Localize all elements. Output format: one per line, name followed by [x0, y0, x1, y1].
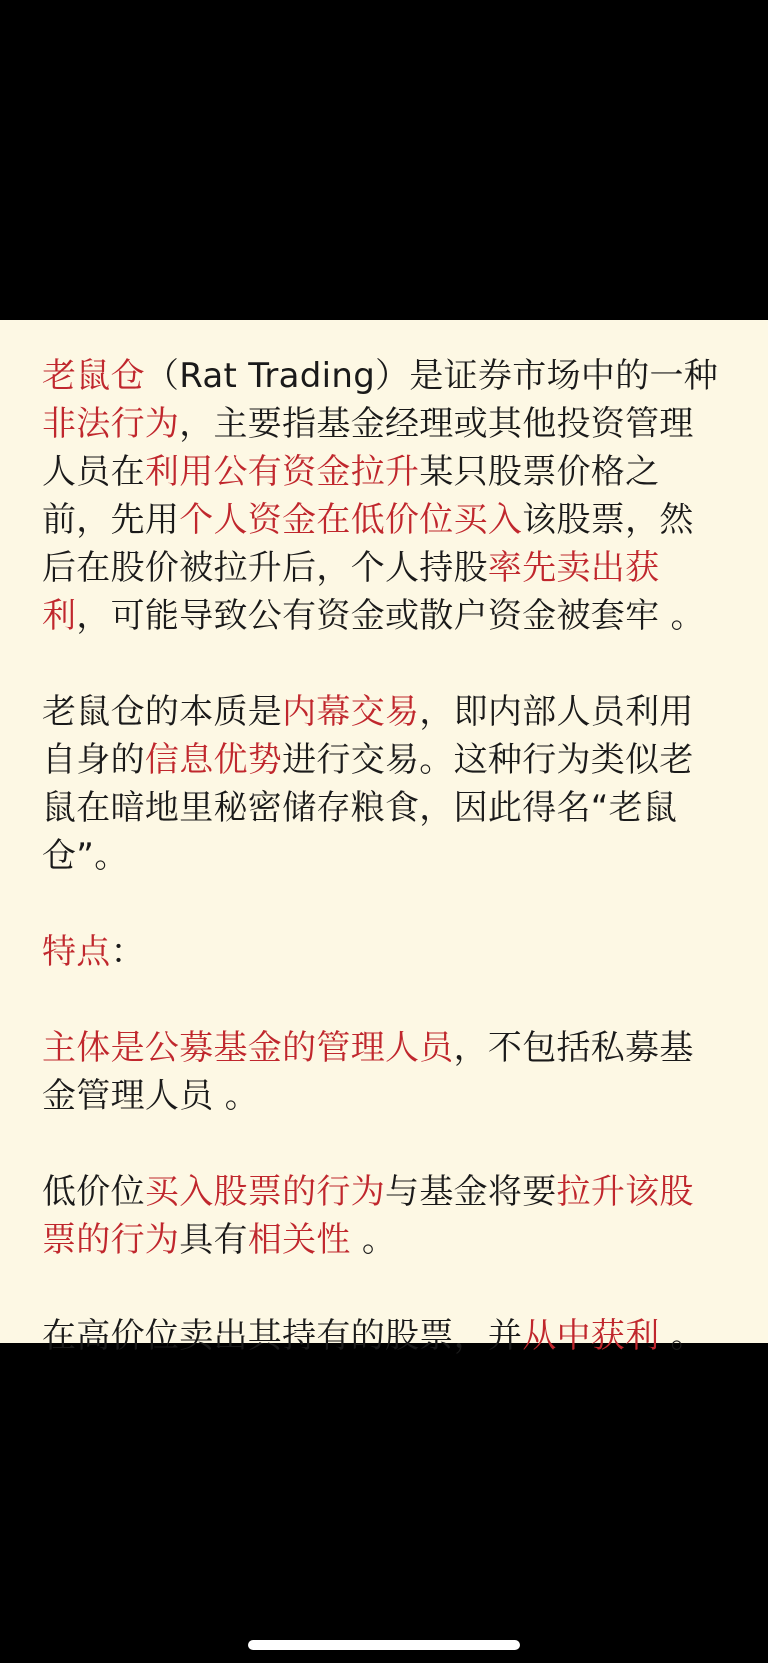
highlight-term: 率先卖出获利: [42, 548, 660, 636]
article-card: [0, 320, 768, 1356]
text-segment: ，主要指基金经理或其他投资管理人员在: [42, 404, 694, 492]
text-segment: 低价位: [42, 1172, 145, 1212]
text-segment: ，即内部人员利用自身的: [42, 692, 694, 780]
paragraph-essence: [42, 688, 726, 880]
text-segment: 老鼠仓的本质是: [42, 692, 283, 732]
text-segment: （Rat Trading）是证券市场中的一种: [144, 356, 719, 396]
home-indicator[interactable]: [248, 1640, 520, 1650]
highlight-term: 买入股票的行为: [144, 1172, 386, 1212]
highlight-term: 拉升该股票的行为: [42, 1172, 694, 1260]
text-segment: 进行交易。这种行为类似老鼠在暗地里秘密储存粮食，因此得名“老鼠仓”。: [42, 740, 694, 876]
highlight-term: 个人资金在低价位买入: [179, 500, 523, 540]
highlight-term: 特点: [42, 932, 111, 972]
text-segment: 在高价位卖出其持有的股票，并: [42, 1316, 523, 1356]
paragraph-definition: [42, 352, 726, 640]
highlight-term: 非法行为: [42, 404, 180, 444]
highlight-term: 从中获利: [522, 1316, 660, 1356]
highlight-term: 老鼠仓: [42, 356, 145, 396]
highlight-term: 相关性: [247, 1220, 351, 1260]
text-segment: 某只股票价格之前，先用: [42, 452, 660, 540]
text-segment: 具有: [179, 1220, 248, 1260]
text-segment: 。: [659, 1316, 705, 1356]
text-segment: 。: [350, 1220, 397, 1260]
paragraph-feature-correlation: [42, 1168, 726, 1264]
highlight-term: 信息优势: [144, 740, 283, 780]
paragraph-feature-profit: [42, 1312, 726, 1360]
highlight-term: 利用公有资金拉升: [144, 452, 420, 492]
text-segment: ，不包括私募基金管理人员 。: [42, 1028, 694, 1116]
text-segment: ：: [110, 932, 145, 972]
section-heading-features: [42, 928, 726, 976]
highlight-term: 主体是公募基金的管理人员: [42, 1028, 454, 1068]
text-segment: ，可能导致公有资金或散户资金被套牢 。: [76, 596, 705, 636]
text-segment: 与基金将要: [385, 1172, 557, 1212]
text-segment: 该股票，然后在股价被拉升后，个人持股: [42, 500, 694, 588]
paragraph-feature-subject: [42, 1024, 726, 1120]
highlight-term: 内幕交易: [282, 692, 420, 732]
